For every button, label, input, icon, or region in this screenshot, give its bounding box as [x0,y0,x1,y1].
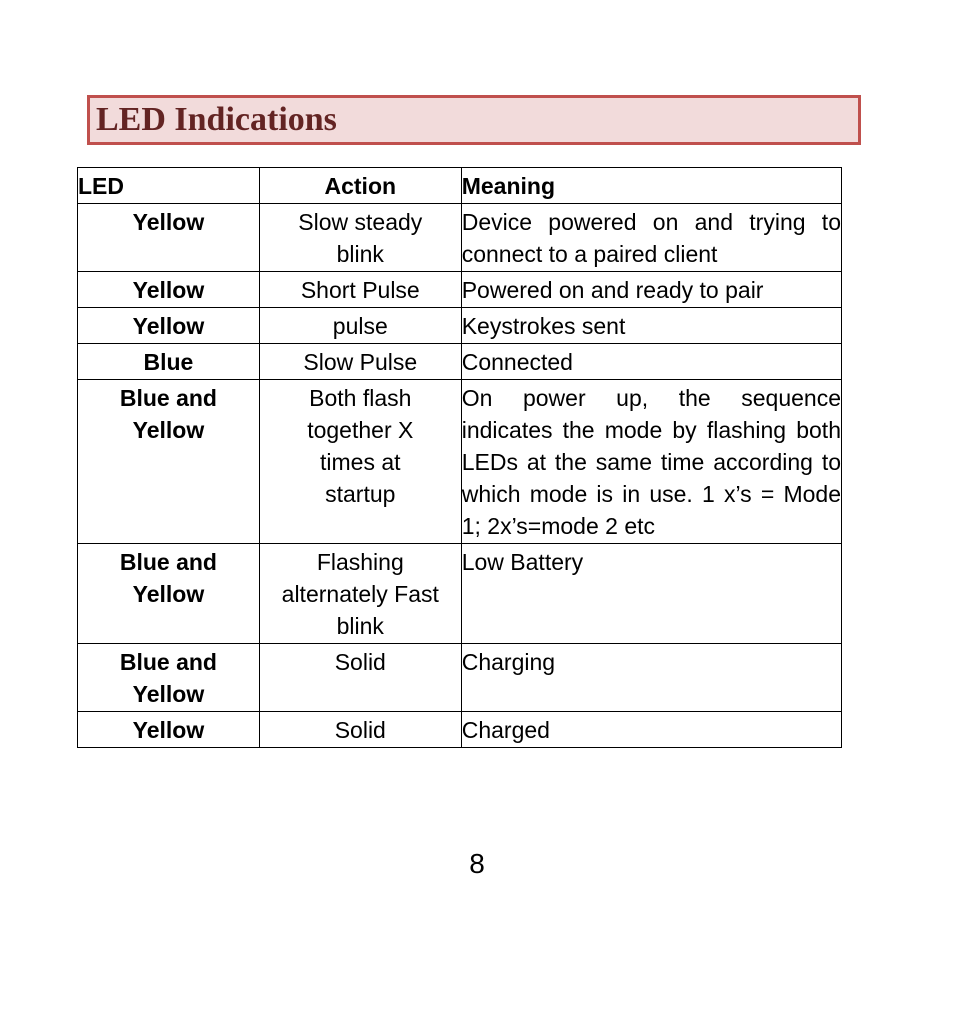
table-row [78,644,842,712]
led-indications-table [77,167,842,748]
action-cell: Slow steady blink [259,204,461,272]
led-cell: Yellow [78,308,260,344]
led-cell: Yellow [78,712,260,748]
action-cell: Solid [259,712,461,748]
action-cell: Slow Pulse [259,344,461,380]
led-cell: Blue [78,344,260,380]
table-row [78,380,842,544]
action-cell: Solid [259,644,461,712]
meaning-cell: Keystrokes sent [461,308,841,344]
column-header-action: Action [259,168,461,204]
table-header-row [78,168,842,204]
table-row [78,272,842,308]
column-header-led: LED [78,168,260,204]
led-cell: Yellow [78,204,260,272]
meaning-cell: Low Battery [461,544,841,644]
led-cell: Blue and Yellow [78,544,260,644]
led-cell: Yellow [78,272,260,308]
table-row [78,544,842,644]
table-row [78,204,842,272]
led-cell: Blue and Yellow [78,380,260,544]
table-row [78,712,842,748]
meaning-cell: Charged [461,712,841,748]
meaning-cell: Powered on and ready to pair [461,272,841,308]
meaning-cell: Charging [461,644,841,712]
section-heading-box [87,95,861,145]
section-heading: LED Indications [96,101,337,138]
column-header-meaning: Meaning [461,168,841,204]
table-row [78,308,842,344]
led-cell: Blue and Yellow [78,644,260,712]
action-cell: Flashing alternately Fast blink [259,544,461,644]
action-cell: pulse [259,308,461,344]
meaning-cell: Device powered on and trying to connect to a paired client [461,204,841,272]
meaning-cell: Connected [461,344,841,380]
meaning-cell: On power up, the sequence indicates the mode by flashing both LEDs at the same time according to which mode is in use. 1 x’s = Mode 1; 2x’s=mode 2 etc [461,380,841,544]
action-cell: Both flash together X times at startup [259,380,461,544]
page-number: 8 [469,848,485,879]
table-row [78,344,842,380]
action-cell: Short Pulse [259,272,461,308]
